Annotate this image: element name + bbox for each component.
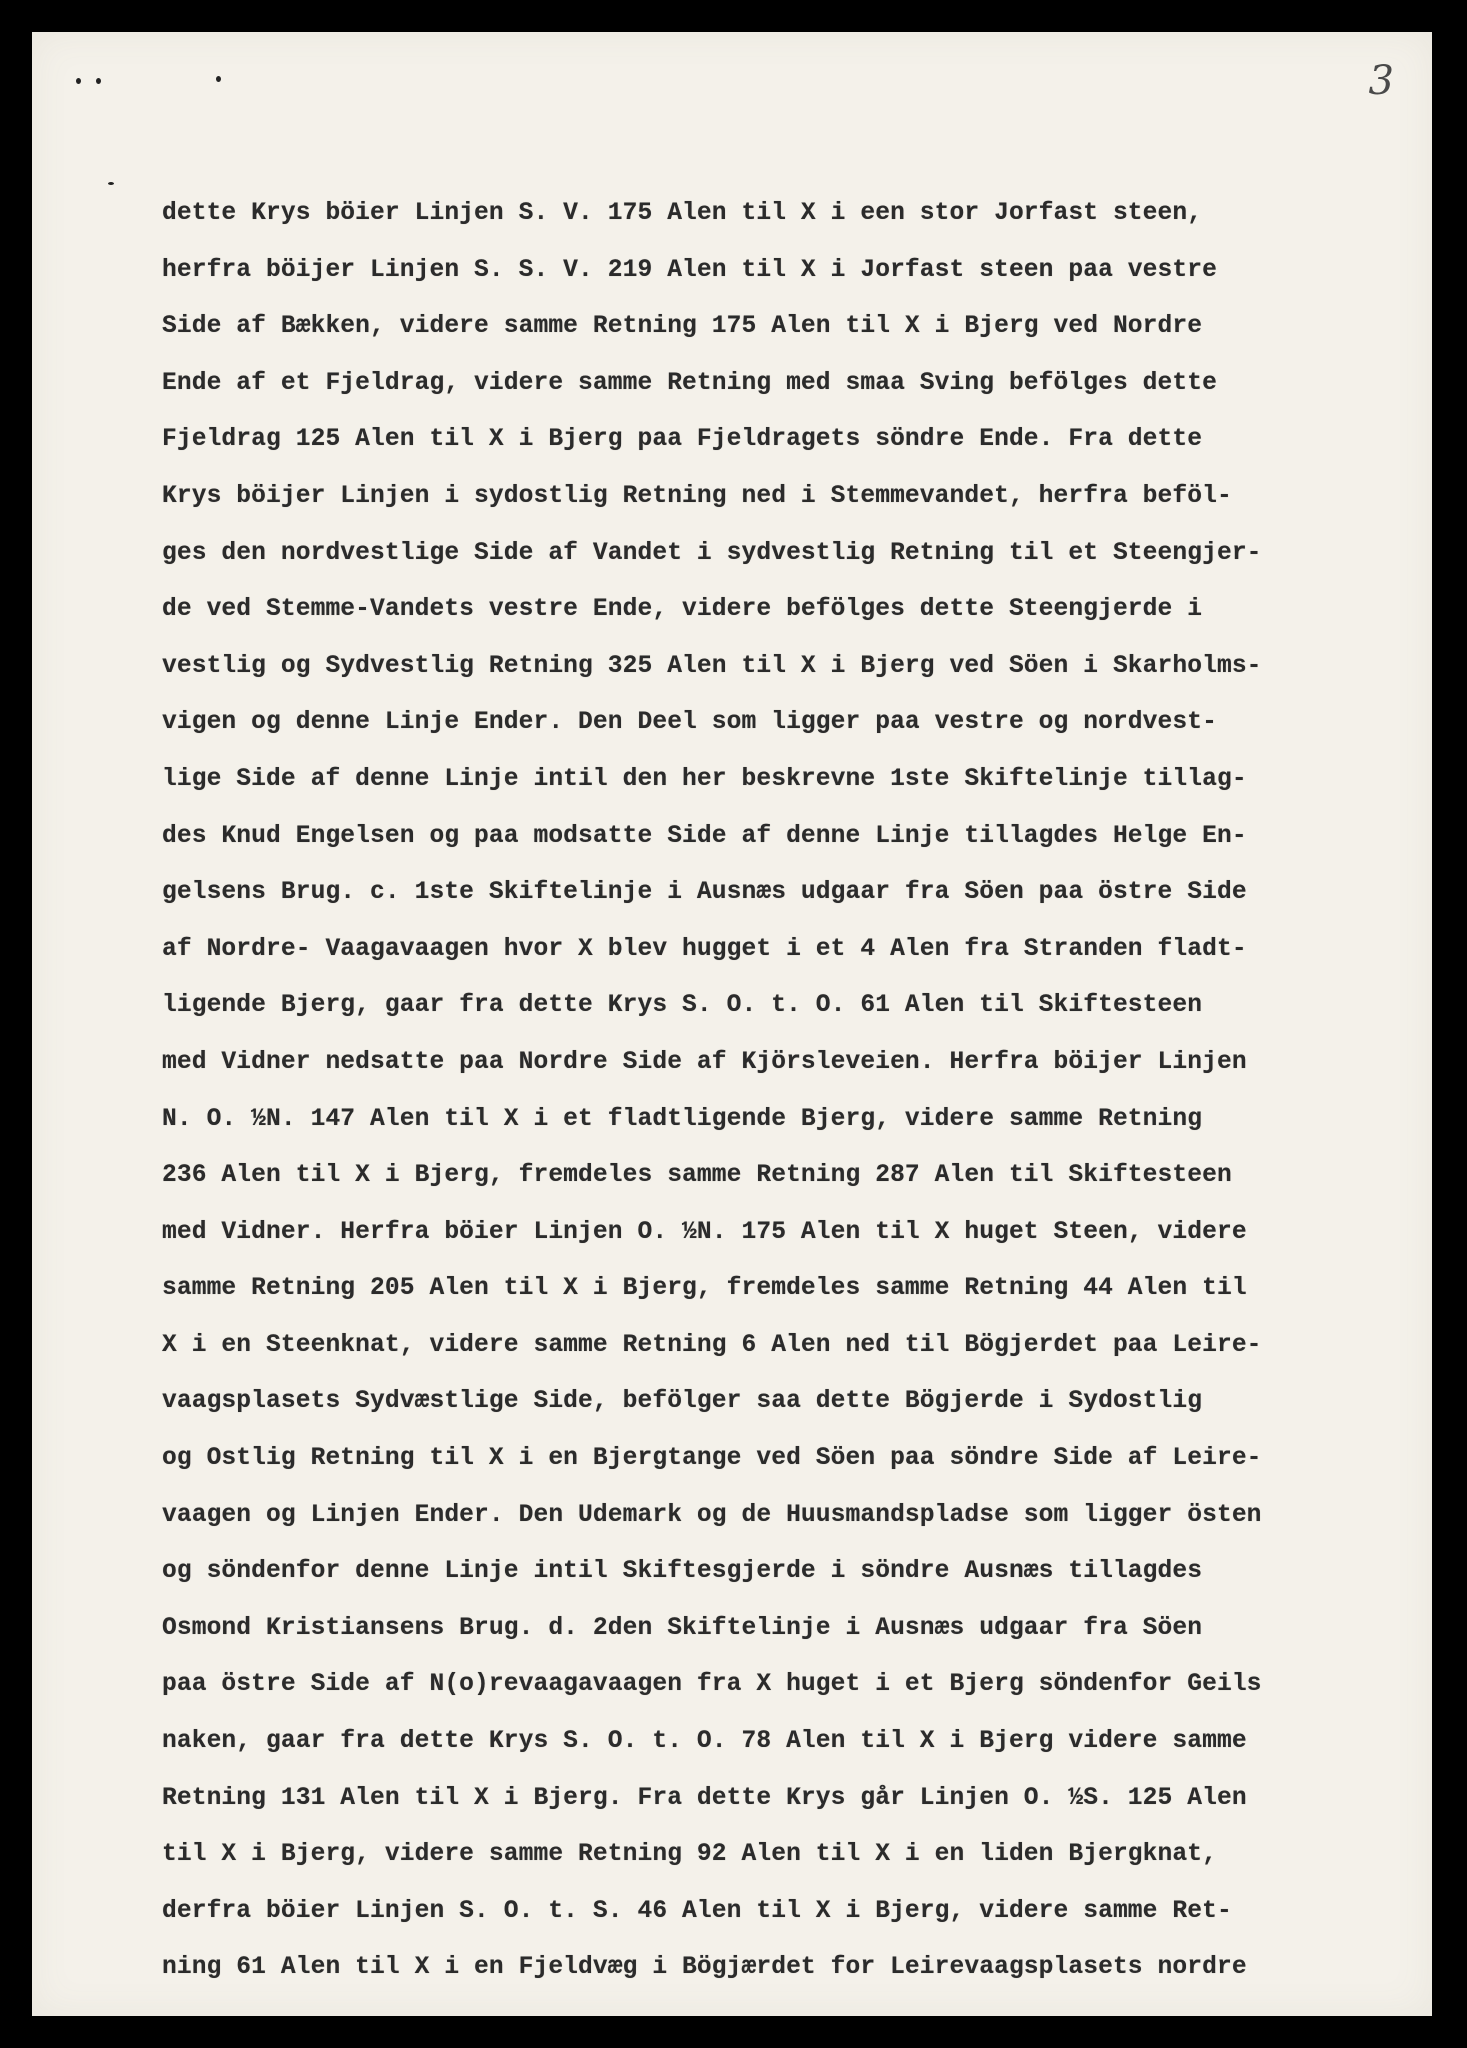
text-line: med Vidner. Herfra böier Linjen O. ½N. 175 Alen til X huget Steen, videre	[162, 1218, 1247, 1246]
text-line: gelsens Brug. c. 1ste Skiftelinje i Ausnæs udgaar fra Söen paa östre Side	[162, 879, 1247, 907]
text-line: Osmond Kristiansens Brug. d. 2den Skiftelinje i Ausnæs udgaar fra Söen	[162, 1614, 1203, 1642]
text-line: og söndenfor denne Linje intil Skiftesgjerde i söndre Ausnæs tillagdes	[162, 1558, 1203, 1586]
text-line: af Nordre- Vaagavaagen hvor X blev hugget i et 4 Alen fra Stranden fladt-	[162, 935, 1247, 963]
text-line: Krys böijer Linjen i sydostlig Retning ned i Stemmevandet, herfra beföl-	[162, 482, 1232, 510]
text-line: naken, gaar fra dette Krys S. O. t. O. 78 Alen til X i Bjerg videre samme	[162, 1728, 1247, 1756]
text-line: X i en Steenknat, videre samme Retning 6 Alen ned til Bögjerdet paa Leire-	[162, 1331, 1262, 1359]
text-line: Fjeldrag 125 Alen til X i Bjerg paa Fjeldragets söndre Ende. Fra dette	[162, 426, 1203, 454]
text-line: Retning 131 Alen til X i Bjerg. Fra dette Krys går Linjen O. ½S. 125 Alen	[162, 1784, 1247, 1812]
text-line: Side af Bækken, videre samme Retning 175 Alen til X i Bjerg ved Nordre	[162, 313, 1203, 341]
text-line: herfra böijer Linjen S. S. V. 219 Alen til X i Jorfast steen paa vestre	[162, 256, 1217, 284]
text-line: 236 Alen til X i Bjerg, fremdeles samme Retning 287 Alen til Skiftesteen	[162, 1162, 1232, 1190]
text-line: lige Side af denne Linje intil den her beskrevne 1ste Skiftelinje tillag-	[162, 765, 1247, 793]
text-line: vigen og denne Linje Ender. Den Deel som ligger paa vestre og nordvest-	[162, 709, 1217, 737]
document-page	[32, 32, 1432, 2016]
text-line: derfra böier Linjen S. O. t. S. 46 Alen til X i Bjerg, videre samme Ret-	[162, 1897, 1232, 1925]
text-line: med Vidner nedsatte paa Nordre Side af Kjörsleveien. Herfra böijer Linjen	[162, 1048, 1247, 1076]
text-line: de ved Stemme-Vandets vestre Ende, videre befölges dette Steengjerde i	[162, 596, 1203, 624]
text-line: vaagsplasets Sydvæstlige Side, befölger saa dette Bögjerde i Sydostlig	[162, 1388, 1203, 1416]
text-line: Ende af et Fjeldrag, videre samme Retning med smaa Sving befölges dette	[162, 369, 1217, 397]
text-line: ning 61 Alen til X i en Fjeldvæg i Bögjærdet for Leirevaagsplasets nordre	[162, 1954, 1247, 1982]
punch-marks	[76, 62, 276, 102]
text-line: paa östre Side af N(o)revaagavaagen fra X huget i et Bjerg söndenfor Geils	[162, 1671, 1262, 1699]
text-line: des Knud Engelsen og paa modsatte Side af denne Linje tillagdes Helge En-	[162, 822, 1247, 850]
text-line: ligende Bjerg, gaar fra dette Krys S. O. t. O. 61 Alen til Skiftesteen	[162, 992, 1203, 1020]
text-line: samme Retning 205 Alen til X i Bjerg, fremdeles samme Retning 44 Alen til	[162, 1275, 1247, 1303]
text-line: til X i Bjerg, videre samme Retning 92 Alen til X i en liden Bjergknat,	[162, 1841, 1217, 1869]
text-line: dette Krys böier Linjen S. V. 175 Alen til X i een stor Jorfast steen,	[162, 200, 1203, 227]
text-line: N. O. ½N. 147 Alen til X i et fladtligende Bjerg, videre samme Retning	[162, 1105, 1203, 1133]
text-line: ges den nordvestlige Side af Vandet i sydvestlig Retning til et Steengjer-	[162, 539, 1262, 567]
text-line: og Ostlig Retning til X i en Bjergtange ved Söen paa söndre Side af Leire-	[162, 1445, 1262, 1473]
typed-text-body	[162, 186, 1410, 1997]
text-line: vaagen og Linjen Ender. Den Udemark og de Huusmandspladse som ligger östen	[162, 1501, 1262, 1529]
text-line: vestlig og Sydvestlig Retning 325 Alen til X i Bjerg ved Söen i Skarholms-	[162, 652, 1262, 680]
page-number: 3	[1368, 58, 1394, 104]
